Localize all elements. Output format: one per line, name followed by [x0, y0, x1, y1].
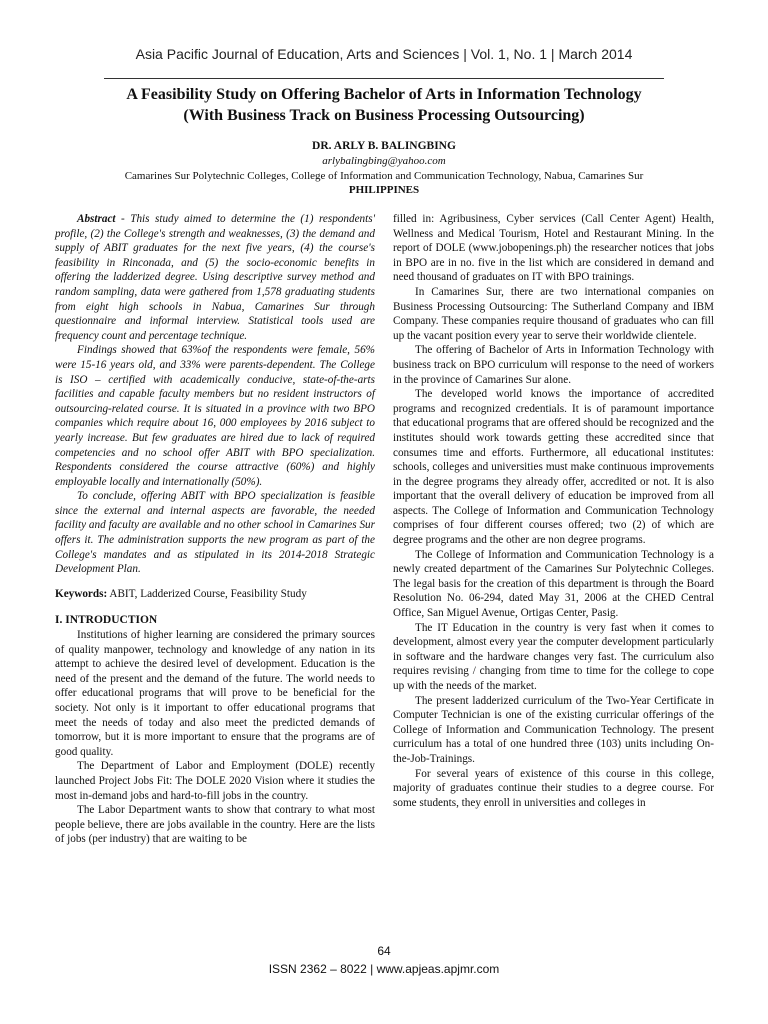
body-paragraph-3: The offering of Bachelor of Arts in Information Technology with business track on BPO curriculum will response to the need of workers in the province of Camarines Sur alone. — [393, 344, 714, 386]
journal-header: Asia Pacific Journal of Education, Arts and Sciences | Vol. 1, No. 1 | March 2014 — [135, 46, 633, 62]
abstract-paragraph-2: Findings showed that 63%of the respondents were female, 56% were 15-16 years old, and 33% were parents-dependent. The College is ISO – certified with academically conducive, state-of-the-arts facilities and capable faculty members but no resident instructors of outsourcing-related course. It is situated in a province with two BPO companies which require about 16, 000 employees by 2016 subject to yearly increase. But few graduates are hired due to lack of required competencies and no school offer ABIT with BPO specialization. Respondents considered the course attractive (60%) and highly employable locally and internationally (50%). — [55, 344, 375, 488]
right-column — [393, 212, 714, 810]
footer-issn: ISSN 2362 – 8022 | www.apjeas.apjmr.com — [268, 962, 500, 976]
body-paragraph-8: For several years of existence of this course in this college, majority of graduates continue their studies to a degree course. For some students, they enroll in universities and colleges in — [393, 767, 714, 809]
body-paragraph-1: filled in: Agribusiness, Cyber services (Call Center Agent) Health, Wellness and Medical Tourism, Hotel and Restaurant Mining. In the report of DOLE (www.jobopenings.ph) the researcher notices that jobs in BPO are in no. five in the list which are considered in demand and need thousand of graduates on IT with BPO trainings. — [393, 213, 714, 284]
intro-paragraph-3: The Labor Department wants to show that contrary to what most people believe, there are jobs available in the country. Here are the lists of jobs (per industry) that are waiting to be — [55, 804, 375, 846]
body-paragraph-4: The developed world knows the importance of accredited programs and recognized credentials. It is of paramount importance that educational programs that are offered should be recognized and the institutes should work towards getting these accredited since that consumes time and efforts. Furthermore, all educational institutes: schools, colleges and universities must make continuous improvements in the degree programs they already offer, accredited or not. It is also important that the overall delivery of education be improved from all aspects. The College of Information and Communication Technology comprises of four different courses offered; two (2) of which are degree programs and the other are non degree programs. — [393, 388, 714, 547]
author-country: PHILIPPINES — [348, 184, 420, 196]
title-line-2: (With Business Track on Business Processing Outsourcing) — [183, 107, 585, 124]
body-paragraph-6: The IT Education in the country is very fast when it comes to development, almost every year the computer development particularly in software and the hardware changes very fast. The curriculum also requires revising / changing from time to time for the college to cope up with the needs of the market. — [393, 621, 714, 692]
keywords-text: ABIT, Ladderized Course, Feasibility Study — [107, 587, 307, 600]
body-paragraph-2: In Camarines Sur, there are two international companies on Business Processing Outsourcing: The Sutherland Company and IBM Company. These companies require thousand of graduates who can fill up the vacant position every year to serve their worldwide clientele. — [393, 285, 714, 342]
section-heading-introduction: I. INTRODUCTION — [55, 614, 158, 627]
abstract-paragraph-3: To conclude, offering ABIT with BPO specialization is feasible since the external and internal aspects are favorable, the needed facility and faculty are available and no other school in Camarines Sur offers it. The administration supports the new program as part of the College's mandates and as stipulated in its 2014-2018 Strategic Development Plan. — [55, 490, 375, 576]
intro-paragraph-1: Institutions of higher learning are considered the primary sources of quality manpower, technology and knowledge of any nation in its attempt to achieve the desired level of development. Education is the need of the present and the demand of the future. The world needs to offer educational programs that will prove to be beneficial for the society. Not only is it important to offer educational programs that meet the needs of today and also meet the predicted demands of tomorrow, but it is more important to ensure that the programs are of good quality. — [55, 629, 375, 758]
abstract-paragraph-1 — [55, 212, 375, 343]
abstract-label: Abstract — [77, 213, 116, 225]
header-divider — [104, 78, 664, 79]
title-line-1: A Feasibility Study on Offering Bachelor of Arts in Information Technology — [126, 86, 642, 103]
article-title — [40, 84, 728, 126]
abstract-text: - This study aimed to determine the (1) respondents' profile, (2) the College's strength and weaknesses, (3) the demand and supply of ABIT graduates for the next five years, (4) the course's feasibility in Rinconada, and (5) the socio-economic benefits in offering the ladderized degree. Using descriptive survey method and random sampling, data were gathered from 1,578 graduating students from eight high schools in Nabua, Camarines Sur through questionnaire and informal interview. Statistical tools used are frequency count and percentage technique. — [55, 213, 375, 342]
author-affiliation: Camarines Sur Polytechnic Colleges, College of Information and Communication Technology, Nabua, Camarines Sur — [124, 170, 644, 182]
abstract-section — [55, 212, 375, 577]
intro-paragraph-2: The Department of Labor and Employment (DOLE) recently launched Project Jobs Fit: The DOLE 2020 Vision where it studies the most in-demand jobs and hard-to-fill jobs in the country. — [55, 760, 375, 802]
author-email: arlybalingbing@yahoo.com — [322, 155, 446, 167]
keywords-label: Keywords: — [55, 587, 108, 600]
body-paragraph-7: The present ladderized curriculum of the Two-Year Certificate in Computer Technician is one of the existing curricular offerings of the College of Information and Communication Technology. The present curriculum has a total of one hundred three (103) units including On-the-Job-Trainings. — [393, 694, 714, 765]
left-column — [55, 212, 375, 847]
body-paragraph-5: The College of Information and Communication Technology is a newly created department of the Camarines Sur Polytechnic Colleges. The legal basis for the creation of this department is through the Board Resolution No. 06-294, dated May 31, 2006 at the CHED Central Office, San Miguel Avenue, Ortigas Center, Pasig. — [393, 548, 714, 620]
keywords-line — [55, 587, 375, 602]
page-number: 64 — [377, 944, 391, 958]
author-name: DR. ARLY B. BALINGBING — [312, 140, 456, 152]
